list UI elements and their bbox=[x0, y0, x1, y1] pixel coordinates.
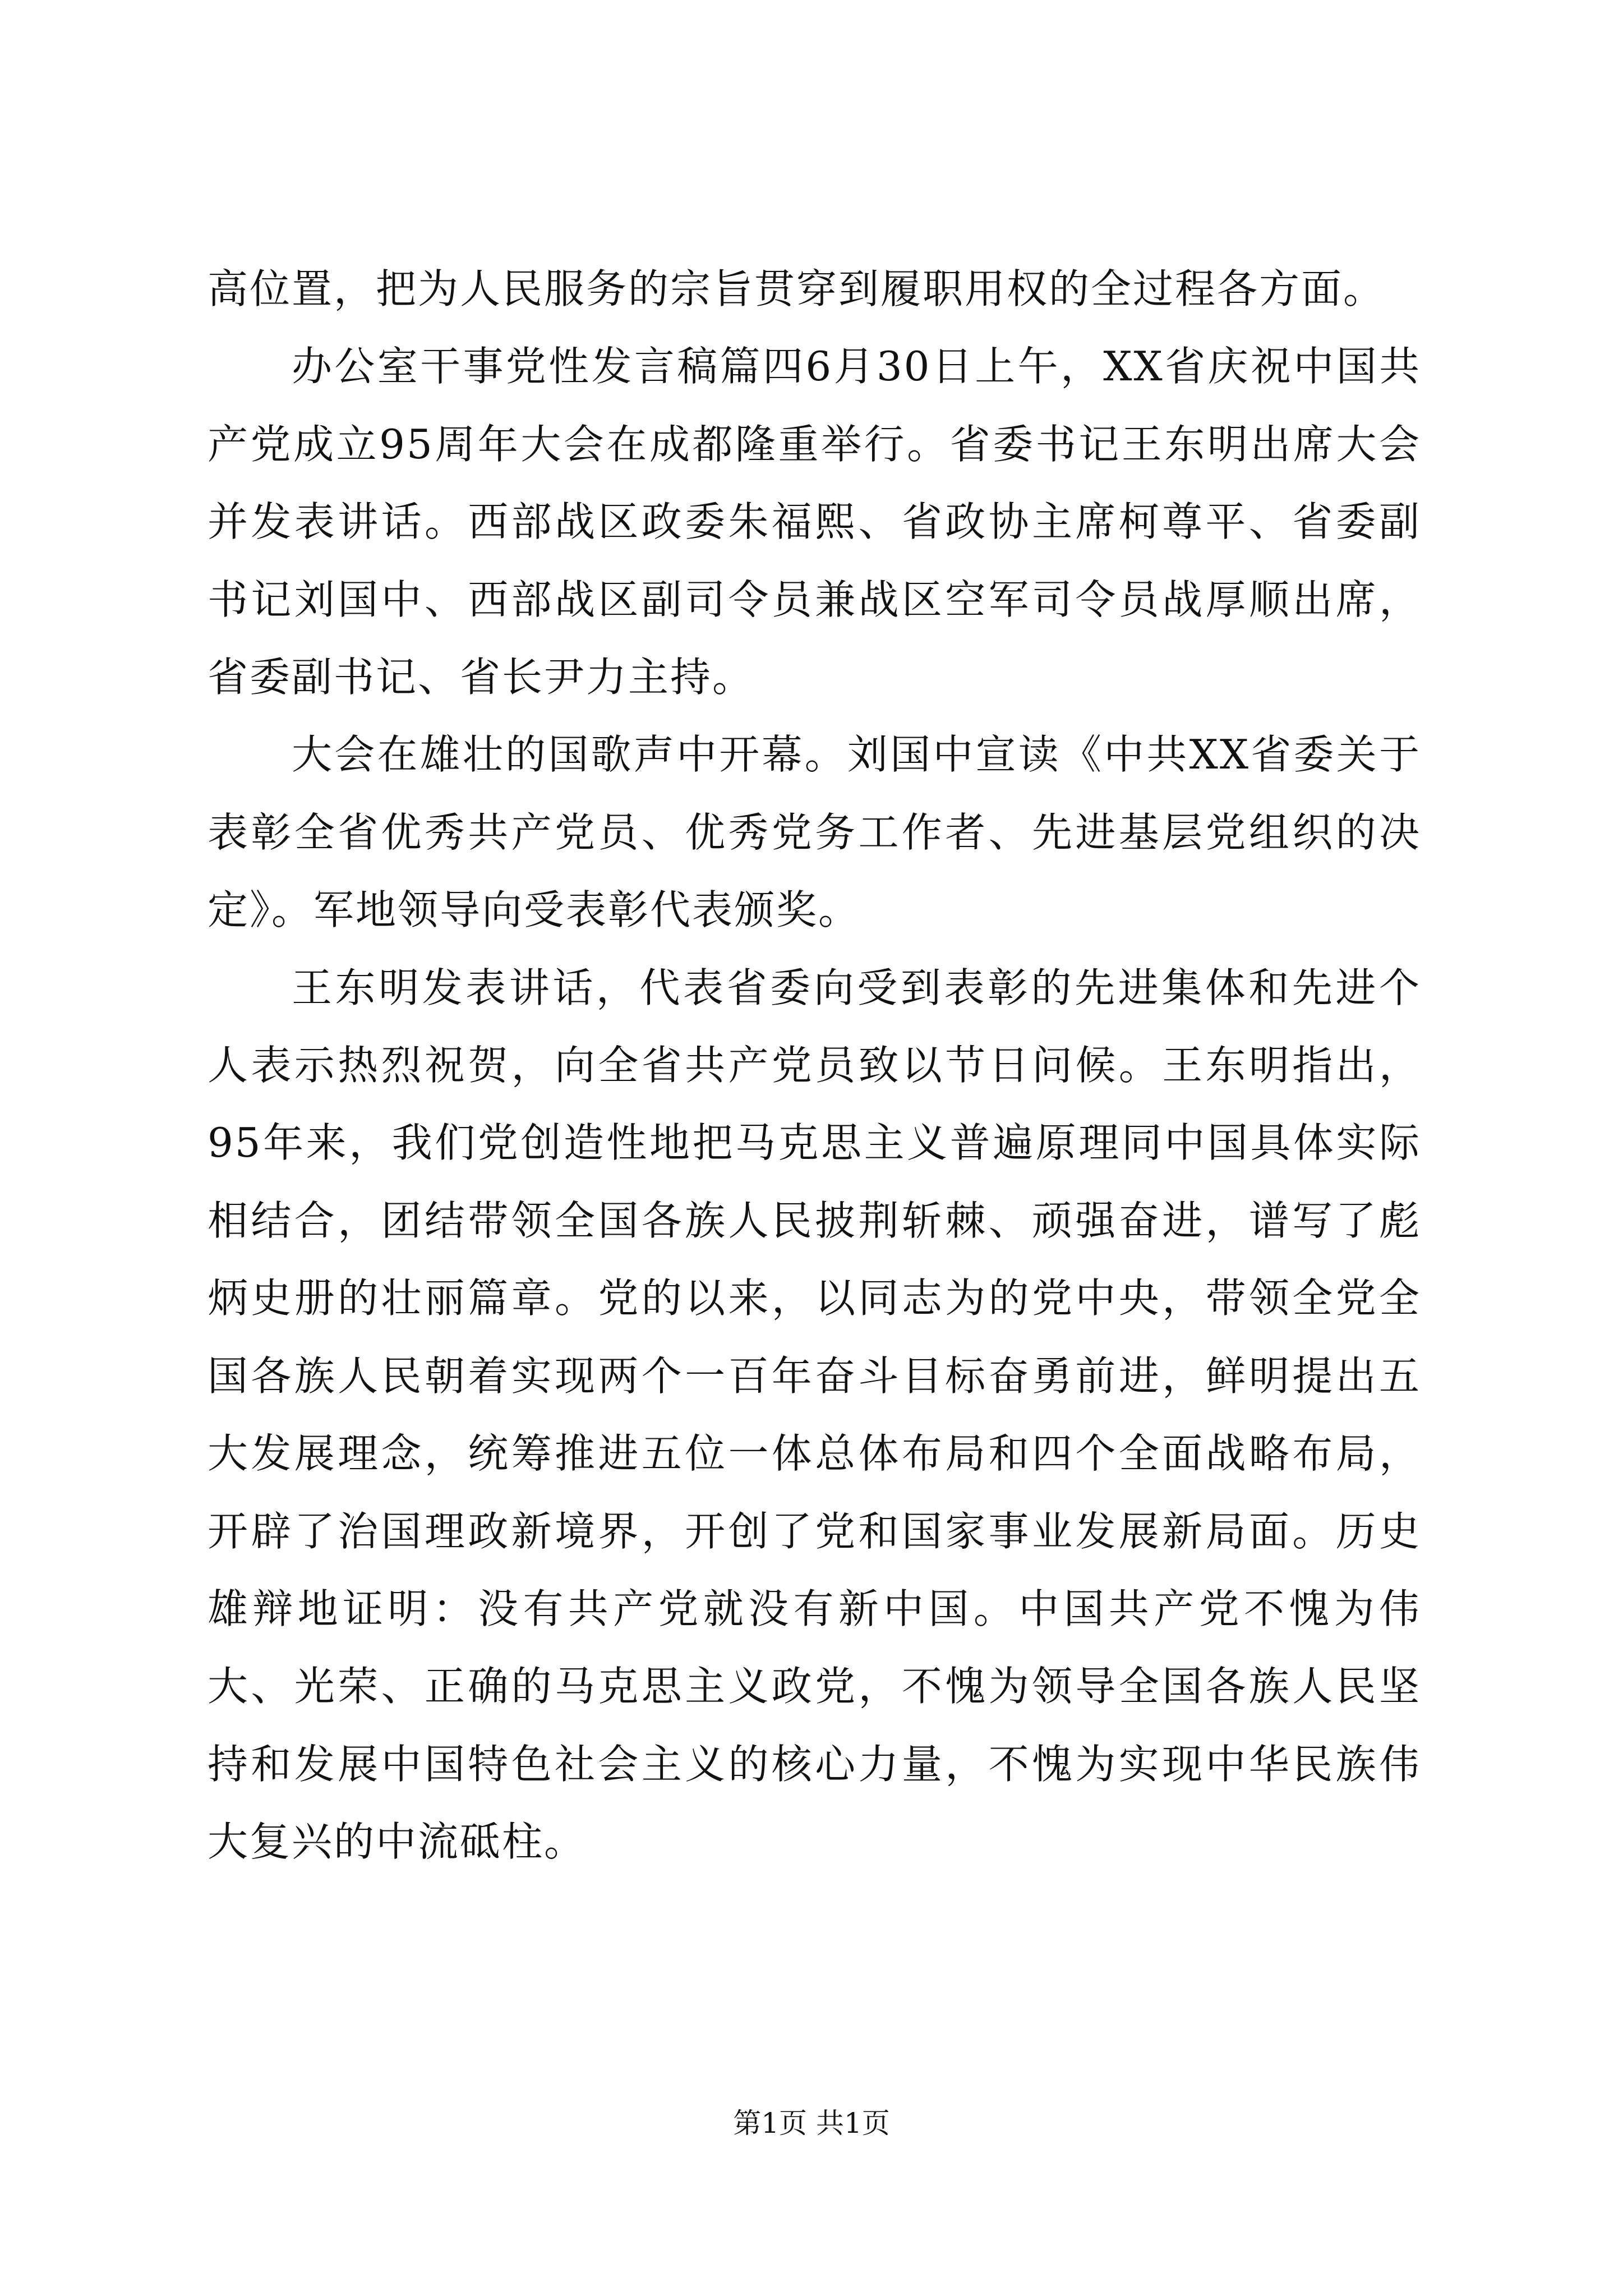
page-footer bbox=[0, 2104, 1623, 2143]
page-number-label: 第1页 共1页 bbox=[733, 2107, 890, 2139]
document-body bbox=[208, 250, 1421, 1881]
paragraph-speech-intro: 办公室干事党性发言稿篇四6月30日上午，XX省庆祝中国共产党成立95周年大会在成都隆重举行。省委书记王东明出席大会并发表讲话。西部战区政委朱福熙、省政协主席柯尊平、省委副书记刘国中、西部战区副司令员兼战区空军司令员战厚顺出席，省委副书记、省长尹力主持。 bbox=[208, 343, 1421, 701]
paragraph-speech-content: 王东明发表讲话，代表省委向受到表彰的先进集体和先进个人表示热烈祝贺，向全省共产党员致以节日问候。王东明指出，95年来，我们党创造性地把马克思主义普遍原理同中国具体实际相结合，团结带领全国各族人民披荆斩棘、顽强奋进，谱写了彪炳史册的壮丽篇章。党的以来，以同志为的党中央，带领全党全国各族人民朝着实现两个一百年奋斗目标奋勇前进，鲜明提出五大发展理念，统筹推进五位一体总体布局和四个全面战略布局，开辟了治国理政新境界，开创了党和国家事业发展新局面。历史雄辩地证明：没有共产党就没有新中国。中国共产党不愧为伟大、光荣、正确的马克思主义政党，不愧为领导全国各族人民坚持和发展中国特色社会主义的核心力量，不愧为实现中华民族伟大复兴的中流砥柱。 bbox=[208, 964, 1421, 1866]
paragraph-continuation: 高位置，把为人民服务的宗旨贯穿到履职用权的全过程各方面。 bbox=[208, 265, 1386, 312]
paragraph-meeting-opening: 大会在雄壮的国歌声中开幕。刘国中宣读《中共XX省委关于表彰全省优秀共产党员、优秀党务工作者、先进基层党组织的决定》。军地领导向受表彰代表颁奖。 bbox=[208, 731, 1421, 934]
